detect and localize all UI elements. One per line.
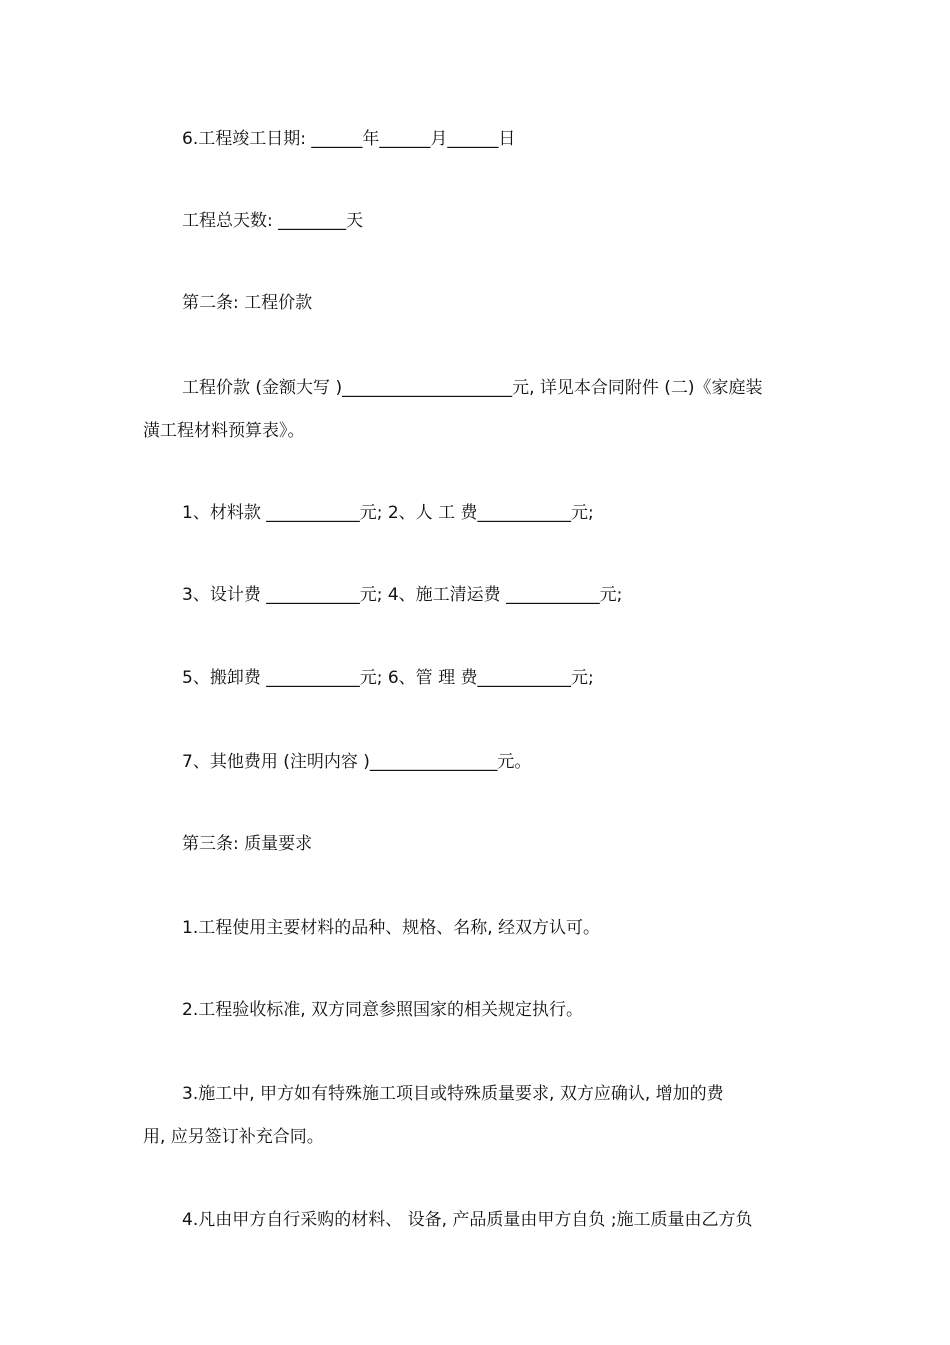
- price-paragraph-line-2: 潢工程材料预算表》。: [143, 421, 305, 441]
- fee-line-7: 7、其他费用 (注明内容 )_______________元。: [182, 752, 532, 772]
- quality-item-1: 1.工程使用主要材料的品种、规格、名称, 经双方认可。: [182, 918, 601, 938]
- fee-line-5-6: 5、搬卸费 ___________元; 6、管 理 费___________元;: [182, 668, 594, 688]
- article-three-heading: 第三条: 质量要求: [182, 834, 313, 854]
- price-paragraph-line-1: 工程价款 (金额大写 )____________________元, 详见本合同附件 (二)《家庭装: [182, 378, 763, 398]
- completion-date-line: 6.工程竣工日期: ______年______月______日: [182, 129, 516, 149]
- quality-item-3-line-2: 用, 应另签订补充合同。: [143, 1127, 324, 1147]
- quality-item-3-line-1: 3.施工中, 甲方如有特殊施工项目或特殊质量要求, 双方应确认, 增加的费: [182, 1084, 724, 1104]
- quality-item-4-line-1: 4.凡由甲方自行采购的材料、 设备, 产品质量由甲方自负 ;施工质量由乙方负: [182, 1210, 753, 1230]
- total-days-line: 工程总天数: ________天: [182, 211, 364, 231]
- quality-item-2: 2.工程验收标准, 双方同意参照国家的相关规定执行。: [182, 1000, 584, 1020]
- fee-line-1-2: 1、材料款 ___________元; 2、人 工 费___________元;: [182, 503, 594, 523]
- article-two-heading: 第二条: 工程价款: [182, 293, 313, 313]
- fee-line-3-4: 3、设计费 ___________元; 4、施工清运费 ___________元;: [182, 585, 623, 605]
